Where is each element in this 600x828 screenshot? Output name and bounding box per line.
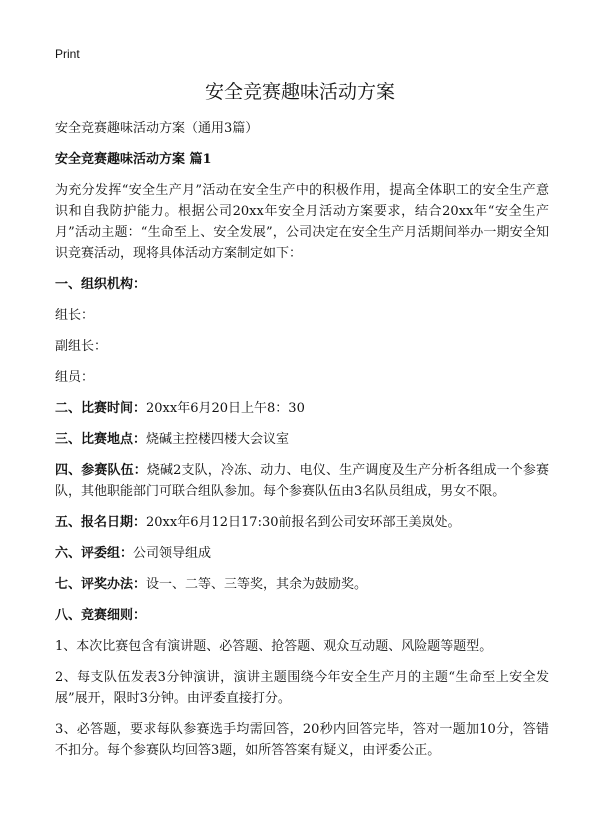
teams-item	[55, 460, 549, 502]
org-deputy: 副组长：	[55, 339, 108, 354]
time-value: 20xx年6月20日上午8：30	[146, 401, 305, 416]
awards-label: 七、评奖办法：	[55, 577, 147, 592]
org-heading: 一、组织机构：	[55, 277, 147, 292]
time-item	[55, 398, 549, 419]
org-members: 组员：	[55, 370, 95, 385]
print-label[interactable]: Print	[55, 47, 80, 61]
section-title: 安全竞赛趣味活动方案 篇1	[55, 152, 212, 167]
awards-item	[55, 574, 549, 595]
rule-1: 1、本次比赛包含有演讲题、必答题、抢答题、观众互动题、风险题等题型。	[55, 639, 493, 654]
teams-value: 烧碱2支队，冷冻、动力、电仪、生产调度及生产分析各组成一个参赛队，其他职能部门可联合组队参加。每个参赛队伍由3名队员组成，男女不限。	[55, 463, 549, 499]
signup-item	[55, 512, 549, 533]
rule-2: 2、每支队伍发表3分钟演讲，演讲主题围绕今年安全生产月的主题“生命至上安全发展”展开，限时3分钟。由评委直接打分。	[55, 670, 549, 706]
awards-value: 设一、二等、三等奖，其余为鼓励奖。	[146, 577, 368, 592]
document-body	[55, 118, 549, 771]
intro-paragraph: 为充分发挥“安全生产月”活动在安全生产中的积极作用，提高全体职工的安全生产意识和自我防护能力。根据公司20xx年安全月活动方案要求，结合20xx年“安全生产月”活动主题：“生命至上、安全发展”，公司决定在安全生产月活期间举办一期安全知识竞赛活动，现将具体活动方案制定如下：	[55, 183, 549, 261]
document-title: 安全竞赛趣味活动方案	[204, 81, 395, 103]
judges-value: 公司领导组成	[133, 546, 212, 561]
document-subtitle: 安全竞赛趣味活动方案（通用3篇）	[55, 121, 259, 136]
signup-value: 20xx年6月12日17:30前报名到公司安环部王美岚处。	[146, 515, 461, 530]
place-item	[55, 429, 549, 450]
org-leader: 组长：	[55, 308, 95, 323]
place-label: 三、比赛地点：	[55, 432, 147, 447]
judges-item	[55, 543, 549, 564]
judges-label: 六、评委组：	[55, 546, 134, 561]
signup-label: 五、报名日期：	[55, 515, 147, 530]
rule-3: 3、必答题，要求每队参赛选手均需回答，20秒内回答完毕，答对一题加10分，答错不扣分。每个参赛队均回答3题，如所答答案有疑义，由评委公正。	[55, 722, 549, 758]
time-label: 二、比赛时间：	[55, 401, 147, 416]
rules-heading: 八、竞赛细则：	[55, 608, 147, 623]
teams-label: 四、参赛队伍：	[55, 463, 147, 478]
place-value: 烧碱主控楼四楼大会议室	[146, 432, 290, 447]
